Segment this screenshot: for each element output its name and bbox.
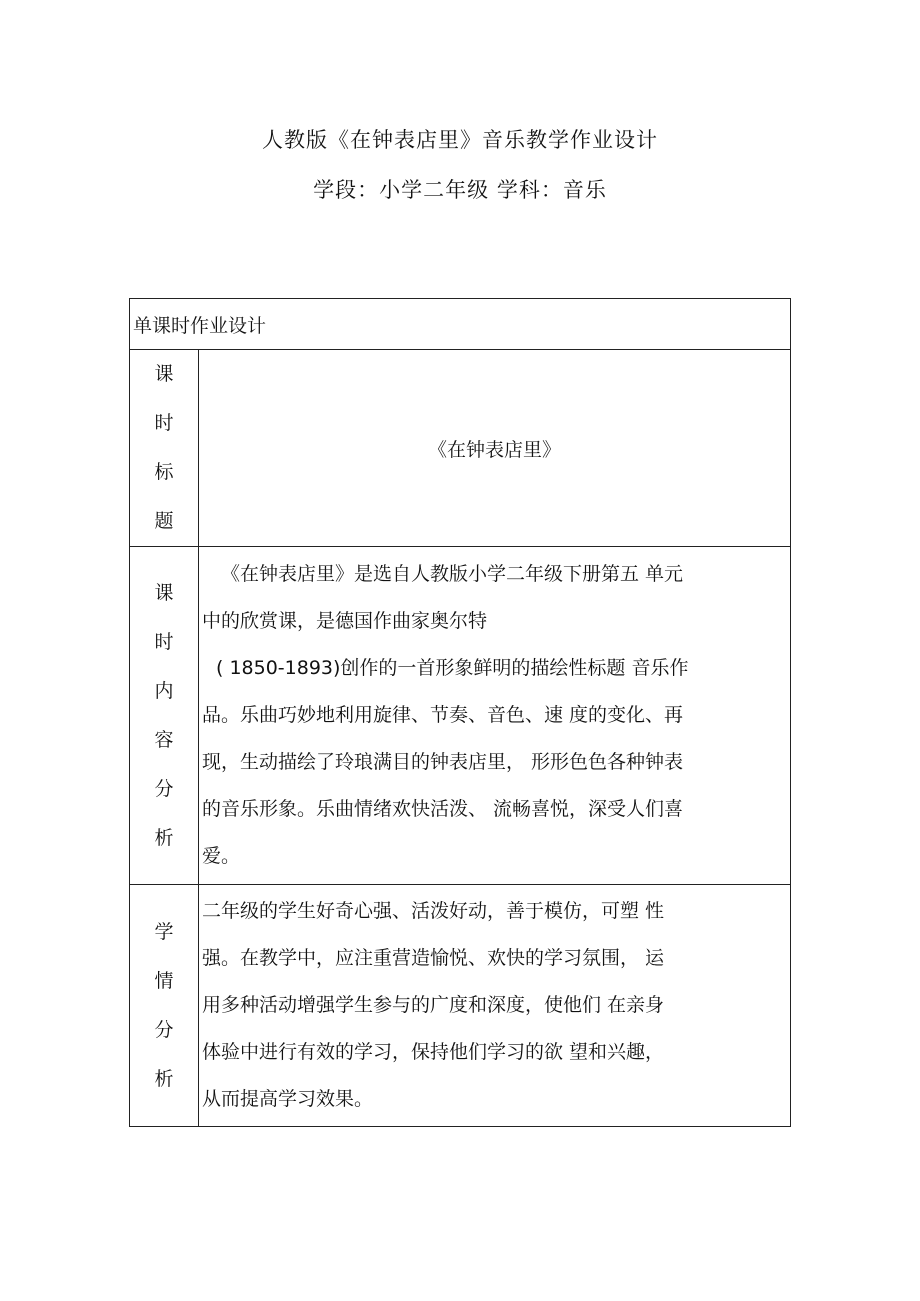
student-analysis-text: 二年级的学生好奇心强、活泼好动，善于模仿，可塑 性 强。在教学中，应注重营造愉悦、欢快的学习氛围， 运 用多种活动增强学生参与的广度和深度，使他们 在亲身 体验中进行有效的学习，保持他们学习的欲 望和兴趣， 从而提高学习效果。 <box>199 885 791 1127</box>
student-analysis-label: 学 情 分 析 <box>130 885 199 1127</box>
table-heading: 单课时作业设计 <box>130 299 791 350</box>
document-subtitle: 学段：小学二年级 学科：音乐 <box>313 178 607 202</box>
document-title: 人教版《在钟表店里》音乐教学作业设计 <box>262 128 658 152</box>
lesson-title-value: 《在钟表店里》 <box>199 350 791 547</box>
content-analysis-text: 《在钟表店里》是选自人教版小学二年级下册第五 单元 中的欣赏课，是德国作曲家奥尔特 ( 1850-1893)创作的一首形象鲜明的描绘性标题 音乐作 品。乐曲巧妙地利用旋律、节奏、音色、速 度的变化、再 现，生动描绘了玲琅满目的钟表店里， 形形色色各种钟表 的音乐形象。乐曲情绪欢快活泼、 流畅喜悦，深受人们喜 爱。 <box>199 547 791 885</box>
homework-design-table <box>129 298 791 1127</box>
lesson-title-label: 课 时 标 题 <box>130 350 199 547</box>
content-analysis-label: 课 时 内 容 分 析 <box>130 547 199 885</box>
